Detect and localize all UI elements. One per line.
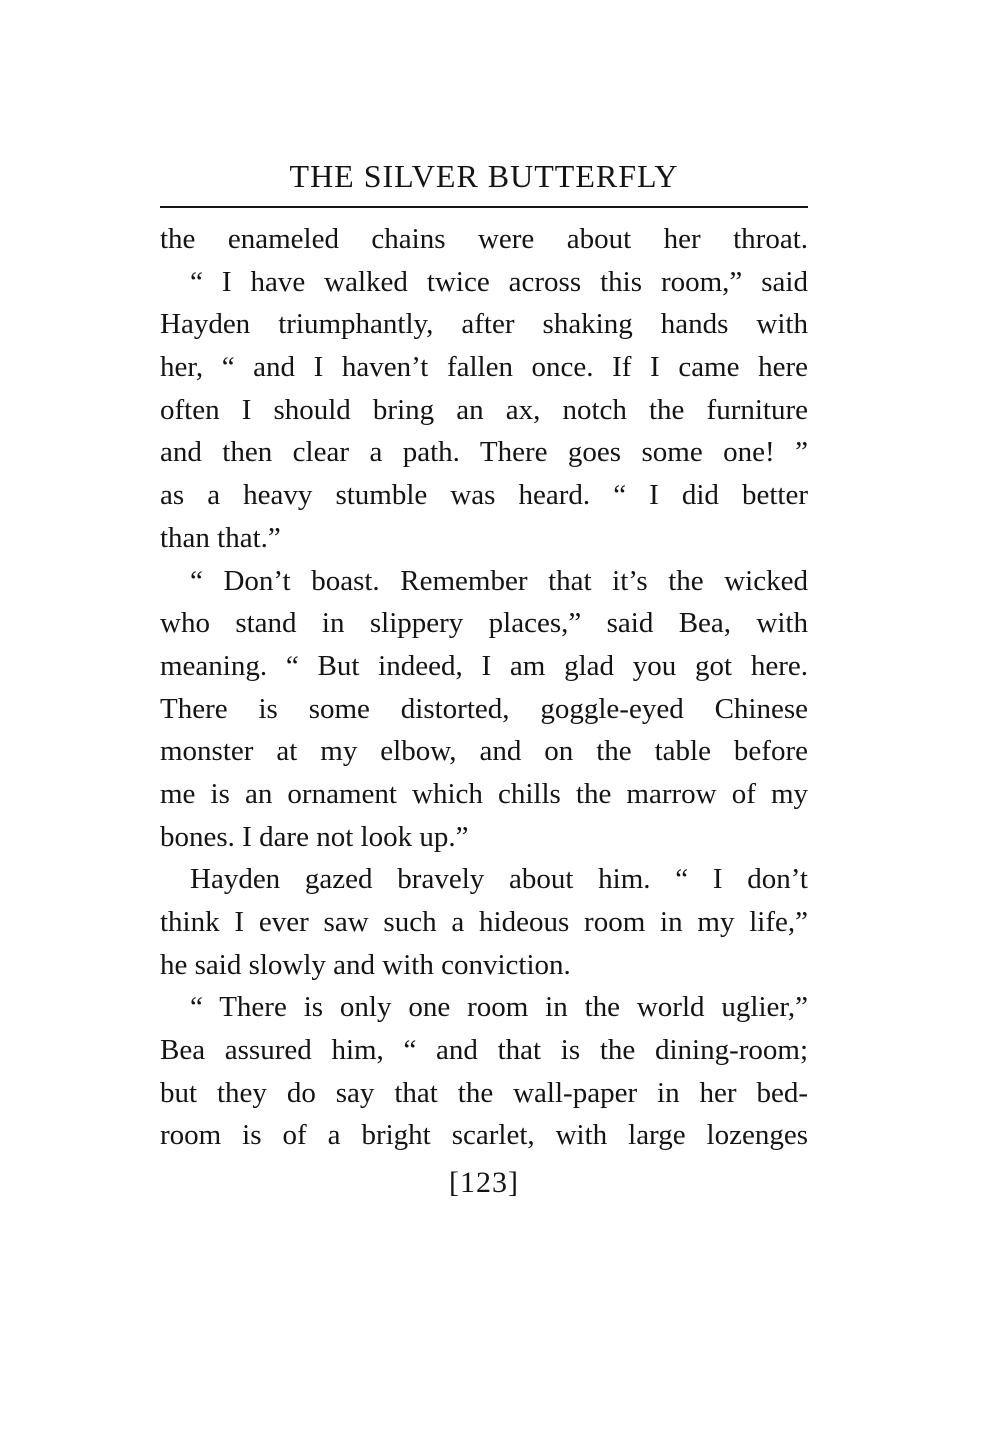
text-line: meaning. “ But indeed, I am glad you got here. (160, 649, 808, 682)
text-line: “ I have walked twice across this room,” said (190, 265, 808, 298)
text-line: than that.” (160, 521, 281, 554)
text-line: monster at my elbow, and on the table before (160, 735, 808, 768)
text-line: but they do say that the wall-paper in her bed- (160, 1076, 808, 1109)
text-line: “ Don’t boast. Remember that it’s the wicked (190, 564, 808, 597)
text-line: as a heavy stumble was heard. “ I did better (160, 479, 808, 512)
body-text (160, 218, 808, 1157)
text-line: Bea assured him, “ and that is the dining-room; (160, 1034, 808, 1067)
text-line: bones. I dare not look up.” (160, 820, 469, 853)
page-number: [123] (449, 1166, 519, 1199)
text-line: There is some distorted, goggle-eyed Chinese (160, 692, 808, 725)
header-rule (160, 206, 808, 208)
text-line: room is of a bright scarlet, with large lozenges (160, 1119, 808, 1152)
text-line: he said slowly and with conviction. (160, 948, 571, 981)
text-line: “ There is only one room in the world uglier,” (190, 991, 808, 1024)
text-line: often I should bring an ax, notch the furniture (160, 393, 808, 426)
text-line: her, “ and I haven’t fallen once. If I came here (160, 351, 808, 384)
text-line: who stand in slippery places,” said Bea, with (160, 607, 808, 640)
text-line: and then clear a path. There goes some one! ” (160, 436, 808, 469)
text-line: Hayden triumphantly, after shaking hands with (160, 308, 808, 341)
running-head: THE SILVER BUTTERFLY (289, 158, 679, 194)
text-line: the enameled chains were about her throat. (160, 223, 808, 255)
text-line: think I ever saw such a hideous room in my life,” (160, 906, 808, 938)
text-line: me is an ornament which chills the marrow of my (160, 777, 808, 810)
text-line: Hayden gazed bravely about him. “ I don’t (190, 863, 808, 896)
